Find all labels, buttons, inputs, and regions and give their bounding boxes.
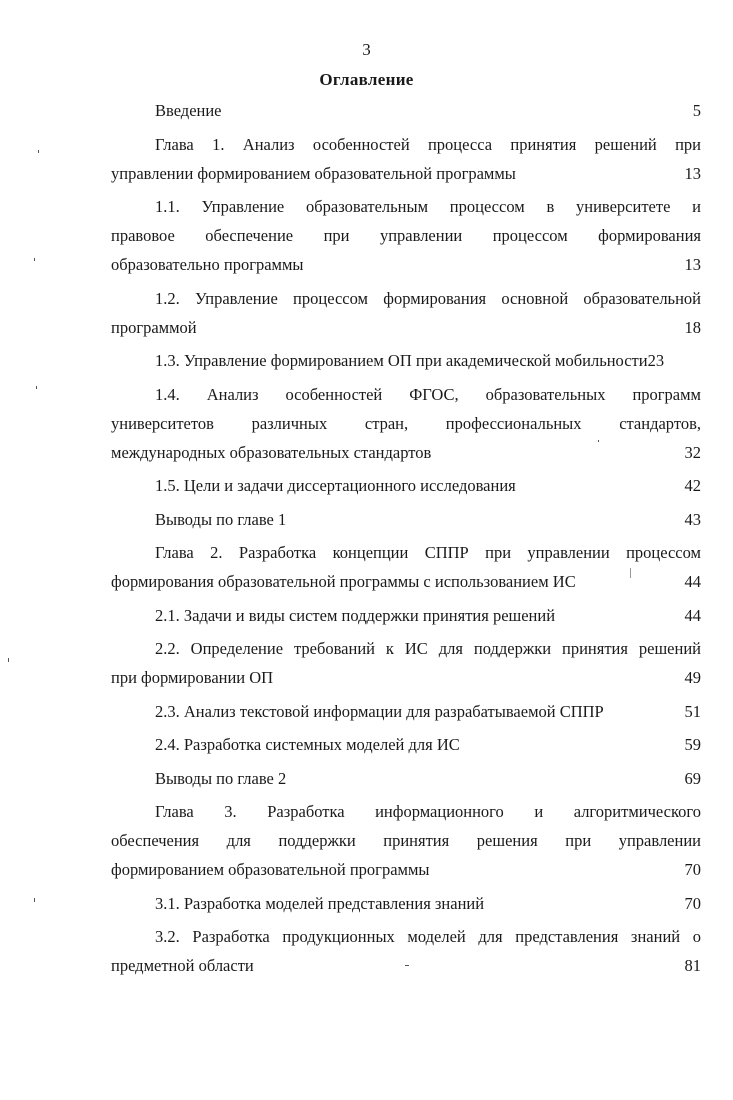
- toc-entry-page: 13: [684, 255, 701, 274]
- toc-entry-last-line: [111, 159, 701, 188]
- toc-entry-text: образовательно программы: [111, 255, 304, 274]
- toc-entry-text: формирования образовательной программы с использованием ИС: [111, 572, 576, 591]
- toc-entry-page: 13: [684, 163, 701, 183]
- toc-entry-text: 2.1. Задачи и виды систем поддержки принятия решений: [155, 605, 556, 625]
- toc-entry-page: 70: [684, 860, 701, 879]
- toc-entry-text: Выводы по главе 1: [155, 509, 287, 529]
- toc-entry-page: 43: [684, 509, 701, 529]
- toc-entry-conclusions-2[interactable]: [111, 764, 701, 793]
- toc-entry-page: 44: [684, 572, 701, 591]
- toc-entry-line: университетов различных стран, профессиональных стандартов,: [111, 413, 701, 433]
- toc-entry-text: 2.4. Разработка системных моделей для ИС: [155, 735, 460, 754]
- toc-entry-page: 51: [684, 701, 701, 721]
- toc-entry-chapter-2[interactable]: [111, 538, 701, 596]
- toc-entry-text: управлении формированием образовательной программы: [111, 163, 516, 183]
- scan-artifact: [8, 658, 9, 662]
- toc-entry-chapter-3[interactable]: [111, 797, 701, 884]
- toc-entry-section-1-2[interactable]: [111, 284, 701, 342]
- toc-entry-text: формированием образовательной программы: [111, 860, 430, 879]
- toc-entry-text: 1.3. Управление формированием ОП при академической мобильности23: [155, 351, 665, 370]
- scan-artifact: [34, 258, 35, 261]
- toc-entry-text: 2.3. Анализ текстовой информации для разрабатываемой СППР: [155, 701, 604, 721]
- toc-entry-text: предметной области: [111, 956, 254, 975]
- toc-entry-last-line: [111, 855, 701, 884]
- toc-entry-line: 1.2. Управление процессом формирования основной образовательной: [155, 288, 701, 308]
- toc-entry-page: 5: [692, 101, 701, 120]
- toc-entry-line: 1.4. Анализ особенностей ФГОС, образовательных программ: [155, 384, 701, 404]
- toc-entry-page: 32: [684, 442, 701, 462]
- toc-entry-text: Введение: [155, 101, 222, 120]
- toc-entry-line: Глава 1. Анализ особенностей процесса принятия решений при: [155, 134, 701, 154]
- toc-entry-line: 2.2. Определение требований к ИС для поддержки принятия решений: [155, 639, 701, 658]
- scan-artifact: [405, 965, 409, 966]
- toc-entry-section-3-2[interactable]: [111, 922, 701, 980]
- toc-entry-introduction[interactable]: [111, 96, 701, 125]
- toc-entry-last-line: [111, 313, 701, 342]
- toc-entry-page: 44: [684, 605, 701, 625]
- toc-entry-section-1-5[interactable]: [111, 471, 701, 500]
- toc-entry-text: международных образовательных стандартов: [111, 442, 432, 462]
- toc-entry-last-line: [111, 250, 701, 279]
- scan-artifact: [630, 568, 631, 578]
- toc-entry-line: Глава 2. Разработка концепции СППР при управлении процессом: [155, 543, 701, 562]
- toc-entry-page: 59: [684, 735, 701, 754]
- toc-entry-conclusions-1[interactable]: [111, 505, 701, 534]
- toc-entry-section-1-3[interactable]: [111, 346, 701, 375]
- toc-entry-line: 1.1. Управление образовательным процессом в университете и: [155, 197, 701, 216]
- toc-entry-last-line: [111, 567, 701, 596]
- scan-artifact: [34, 898, 35, 902]
- table-of-contents: [111, 96, 701, 980]
- toc-entry-section-3-1[interactable]: [111, 889, 701, 918]
- toc-entry-page: 42: [684, 476, 701, 495]
- scan-artifact: [36, 386, 37, 389]
- toc-entry-text: 3.1. Разработка моделей представления знаний: [155, 893, 485, 913]
- toc-entry-section-2-2[interactable]: [111, 634, 701, 692]
- toc-entry-line: 3.2. Разработка продукционных моделей для представления знаний о: [155, 927, 701, 946]
- toc-entry-text: 1.5. Цели и задачи диссертационного исследования: [155, 476, 516, 495]
- toc-entry-text: Выводы по главе 2: [155, 768, 287, 788]
- scan-artifact: [38, 150, 39, 153]
- toc-entry-section-2-1[interactable]: [111, 601, 701, 630]
- toc-entry-section-2-4[interactable]: [111, 730, 701, 759]
- toc-entry-page: 81: [684, 956, 701, 975]
- toc-entry-section-1-1[interactable]: [111, 192, 701, 279]
- toc-entry-last-line: [111, 438, 701, 467]
- toc-title: Оглавление: [319, 70, 414, 89]
- toc-entry-text: при формировании ОП: [111, 668, 274, 687]
- toc-entry-page: 70: [684, 893, 701, 913]
- scan-artifact: [598, 440, 599, 442]
- toc-entry-line: правовое обеспечение при управлении процессом формирования: [111, 226, 701, 245]
- toc-entry-line: Глава 3. Разработка информационного и алгоритмического: [155, 802, 701, 821]
- toc-entry-page: 49: [684, 668, 701, 687]
- toc-entry-section-2-3[interactable]: [111, 697, 701, 726]
- toc-entry-line: обеспечения для поддержки принятия решения при управлении: [111, 831, 701, 850]
- toc-entry-section-1-4[interactable]: [111, 380, 701, 467]
- toc-entry-last-line: [111, 663, 701, 692]
- toc-entry-page: 18: [684, 317, 701, 337]
- toc-entry-page: 69: [684, 768, 701, 788]
- toc-entry-chapter-1[interactable]: [111, 130, 701, 188]
- toc-entry-text: программой: [111, 317, 197, 337]
- page-number: 3: [362, 40, 371, 59]
